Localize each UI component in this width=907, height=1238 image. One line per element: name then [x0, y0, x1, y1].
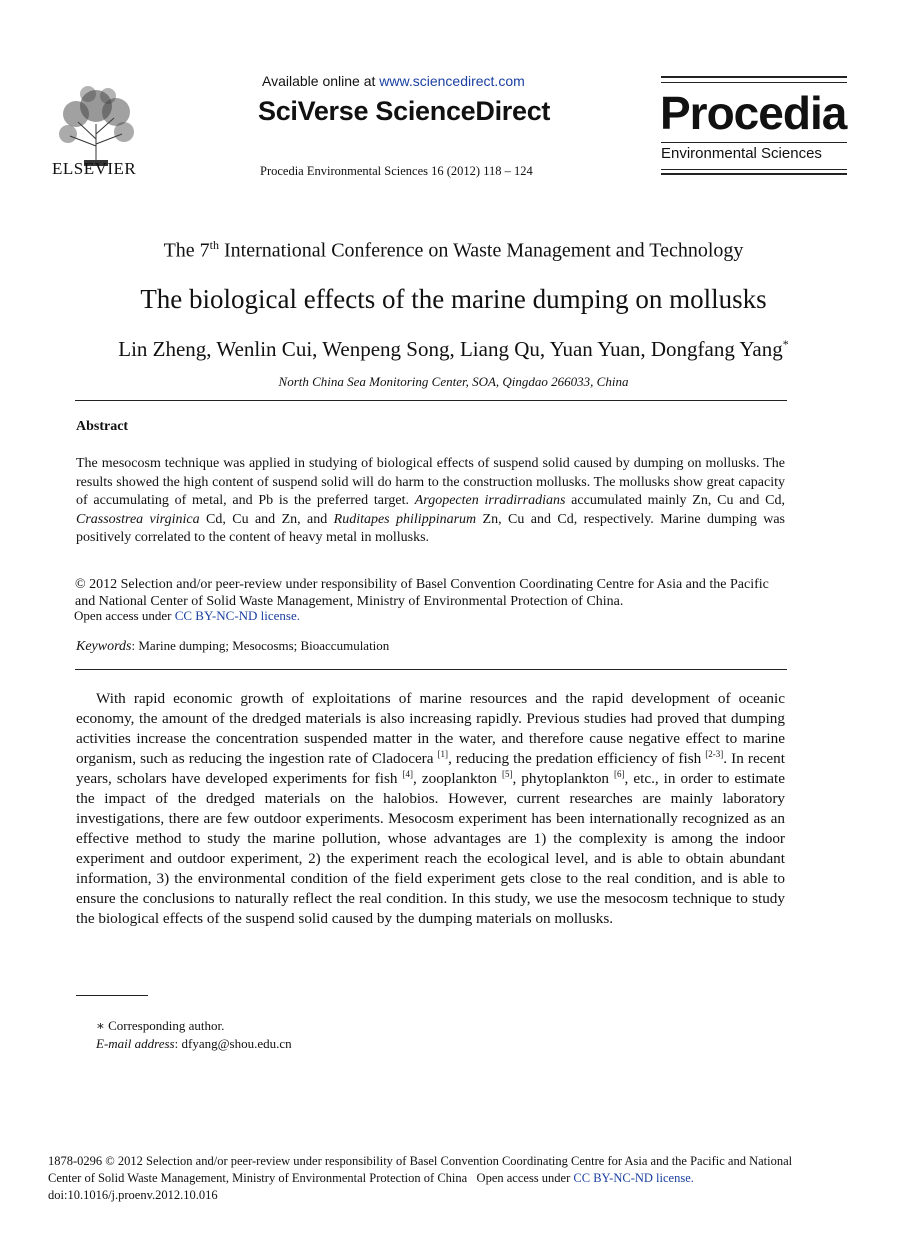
species-1: Argopecten irradirradians	[414, 493, 566, 508]
ref-2[interactable]: [2-3]	[705, 748, 724, 759]
author-names: Lin Zheng, Wenlin Cui, Wenpeng Song, Liang Qu, Yuan Yuan, Dongfang Yang	[118, 337, 783, 361]
abstract-heading: Abstract	[76, 419, 129, 434]
copyright-line-1: © 2012 Selection and/or peer-review under responsibility of Basel Convention Coordinating Centre for Asia and the Pacific	[75, 577, 769, 592]
abstract-part-3: Cd, Cu and Zn, and	[199, 511, 334, 527]
conference-rest: International Conference on Waste Management and Technology	[219, 239, 744, 262]
keywords-label: Keywords	[76, 639, 132, 654]
abstract-bottom-rule	[75, 669, 787, 670]
ref-5[interactable]: [6]	[614, 768, 625, 779]
species-2: Crassostrea virginica	[76, 511, 200, 527]
availability-prefix: Available online at	[262, 73, 380, 89]
abstract-part-1: The mesocosm technique was applied in studying of biological effects of suspend solid caused by dumping on mollusks. The results showed the high content of suspend solid will do harm to the construction mollusks. The mollusks show great capacity of accumulating of metal, and Pb is the preferred target.	[76, 456, 785, 508]
conference-prefix: The 7	[163, 239, 210, 262]
body-text-3: . In recent years, scholars have developed experiments for fish	[76, 750, 785, 787]
email-note	[96, 1036, 292, 1052]
paper-title: The biological effects of the marine dumping on mollusks	[140, 284, 767, 314]
license-link[interactable]: CC BY-NC-ND license.	[174, 608, 301, 623]
footer-line-1: 1878-0296 © 2012 Selection and/or peer-review under responsibility of Basel Convention Coordinating Centre for Asia and the Pacific and National	[48, 1154, 793, 1168]
abstract-part-2: accumulated mainly Zn, Cu and Cd,	[565, 493, 786, 508]
copyright-notice	[75, 576, 805, 610]
open-access-line	[74, 608, 300, 624]
ref-3[interactable]: [4]	[402, 768, 414, 779]
brand-rule-bottom	[661, 169, 847, 175]
abstract-top-rule	[75, 400, 787, 401]
ref-4[interactable]: [5]	[501, 768, 513, 779]
sciencedirect-link[interactable]: www.sciencedirect.com	[379, 73, 525, 89]
copyright-line-2: and National Center of Solid Waste Management, Ministry of Environmental Protection of China.	[75, 594, 624, 609]
journal-brand-title: Procedia	[660, 87, 847, 139]
affiliation: North China Sea Monitoring Center, SOA, Qingdao 266033, China	[278, 374, 629, 389]
body-text-5: , phytoplankton	[512, 770, 615, 787]
conference-name	[0, 238, 907, 263]
footer-line-2-wrap	[48, 1170, 868, 1187]
email-sep: :	[174, 1036, 182, 1051]
brand-rule-top	[661, 76, 847, 83]
author-list	[0, 337, 907, 362]
footnote-rule	[76, 995, 148, 996]
email-label: E-mail address	[96, 1036, 175, 1051]
body-text-4: , zooplankton	[413, 770, 502, 787]
keywords-sep: :	[131, 638, 139, 653]
corresponding-mark: *	[782, 337, 789, 351]
email-address[interactable]: dfyang@shou.edu.cn	[181, 1036, 292, 1051]
keywords-line	[76, 638, 389, 655]
body-text-1: With rapid economic growth of exploitations of marine resources and the rapid development of oceanic economy, the amount of the dredged materials is also increasing rapidly. Previous studies had proved that dumping activities increase the concentration suspended matter in the water, and therefore cause negative effect to marine organism, such as reducing the ingestion rate of Cladocera	[76, 690, 785, 767]
footer-license-link[interactable]: CC BY-NC-ND license.	[573, 1171, 694, 1185]
journal-brand-subtitle: Environmental Sciences	[661, 145, 822, 162]
keywords-list: Marine dumping; Mesocosms; Bioaccumulation	[138, 638, 390, 653]
brand-rule-middle	[661, 142, 847, 143]
page-footer	[48, 1153, 868, 1204]
footer-line-2: Center of Solid Waste Management, Ministry of Environmental Protection of China	[48, 1171, 468, 1185]
ref-1[interactable]: [1]	[437, 748, 449, 759]
open-access-prefix: Open access under	[74, 608, 175, 623]
publisher-name: ELSEVIER	[52, 159, 137, 178]
platform-name: SciVerse ScienceDirect	[258, 96, 551, 126]
abstract-text	[76, 455, 785, 548]
conference-ordinal: th	[209, 238, 220, 252]
doi[interactable]: doi:10.1016/j.proenv.2012.10.016	[48, 1188, 218, 1202]
abstract-part-4: Zn, Cu and Cd, respectively. Marine dumping was positively correlated to the content of heavy metal in mollusks.	[76, 511, 785, 545]
species-3: Ruditapes philippinarum	[333, 511, 477, 527]
footer-oa-prefix: Open access under	[476, 1171, 574, 1185]
body-text-6: , etc., in order to estimate the impact of the dredged materials on the halobios. However, current researches are mainly laboratory investigations, there are few outdoor experiments. Mesocosm experiment has been internationally recognized as an effective method to study the marine pollution, whose advantages are 1) the complexity is among the indoor experiment and outdoor experiment, 2) the experiment reach the ecological level, and is able to obtain abundant information, 3) the environmental condition of the field experiment gets close to the real condition, and is able to ensure the conclusions to naturally reflect the real condition. In this study, we use the mesocosm technique to study the biological effects of the suspend solid caused by the dumping materials on mollusks.	[76, 770, 786, 927]
availability-line	[262, 73, 525, 89]
body-text-2: , reducing the predation efficiency of fish	[448, 750, 706, 767]
intro-paragraph	[76, 689, 785, 929]
corresponding-author-note: ∗ Corresponding author.	[96, 1018, 225, 1033]
journal-citation: Procedia Environmental Sciences 16 (2012) 118 – 124	[260, 164, 533, 178]
